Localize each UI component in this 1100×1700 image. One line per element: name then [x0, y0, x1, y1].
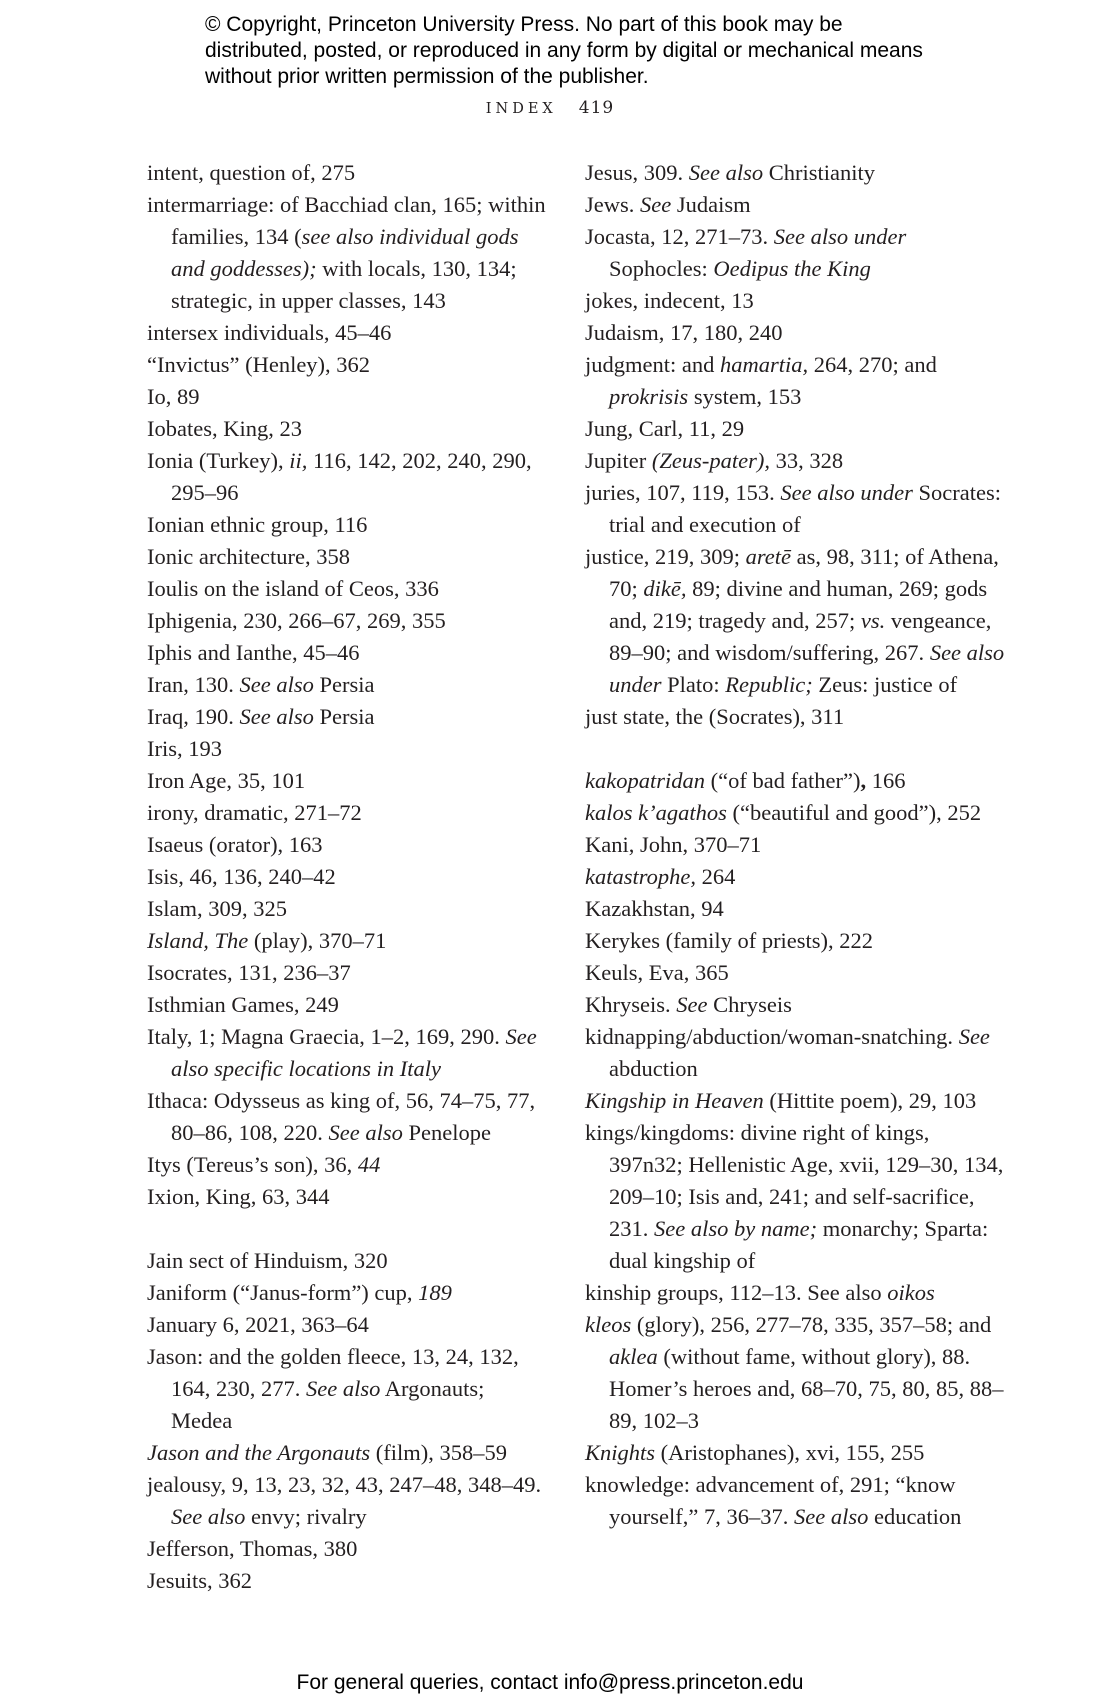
running-head — [0, 98, 1100, 118]
index-entry: Iris, 193 — [147, 736, 222, 761]
index-entry: Iphis and Ianthe, 45–46 — [147, 640, 360, 665]
index-entry: Io, 89 — [147, 384, 200, 409]
index-entry: Italy, 1; Magna Graecia, 1–2, 169, 290. See also specific locations in Italy — [147, 1024, 537, 1081]
index-entry: Iobates, King, 23 — [147, 416, 302, 441]
index-entry: Itys (Tereus’s son), 36, 44 — [147, 1152, 381, 1177]
index-entry: Ioulis on the island of Ceos, 336 — [147, 576, 439, 601]
index-entry: Iran, 130. See also Persia — [147, 672, 375, 697]
index-entry: Knights (Aristophanes), xvi, 155, 255 — [585, 1440, 925, 1465]
index-entry: jokes, indecent, 13 — [585, 288, 754, 313]
letter-group-gap — [147, 1213, 547, 1245]
index-entry: juries, 107, 119, 153. See also under Socrates: trial and execution of — [585, 480, 1001, 537]
index-column-right — [585, 157, 1005, 1533]
index-entry: Ionian ethnic group, 116 — [147, 512, 368, 537]
index-entry: Jain sect of Hinduism, 320 — [147, 1248, 388, 1273]
index-entry: Jews. See Judaism — [585, 192, 751, 217]
index-entry: Ithaca: Odysseus as king of, 56, 74–75, 77, 80–86, 108, 220. See also Penelope — [147, 1088, 536, 1145]
index-entry: justice, 219, 309; aretē as, 98, 311; of Athena, 70; dikē, 89; divine and human, 269; gods and, 219; tragedy and, 257; vs. vengeance, 89–90; and wisdom/suffering, 267. See also under Plato: Republic; Zeus: justice of — [585, 544, 1005, 697]
letter-group-gap — [585, 733, 1005, 765]
index-entry: intermarriage: of Bacchiad clan, 165; within families, 134 (see also individual gods and goddesses); with locals, 130, 134; strategic, in upper classes, 143 — [147, 192, 546, 313]
index-entry: Jason: and the golden fleece, 13, 24, 132, 164, 230, 277. See also Argonauts; Medea — [147, 1344, 519, 1433]
index-entry: knowledge: advancement of, 291; “know yourself,” 7, 36–37. See also education — [585, 1472, 962, 1529]
index-entry: Jupiter (Zeus-pater), 33, 328 — [585, 448, 844, 473]
index-entry: “Invictus” (Henley), 362 — [147, 352, 371, 377]
index-entry: Jefferson, Thomas, 380 — [147, 1536, 358, 1561]
page-number: 419 — [578, 98, 615, 118]
index-entry: Kazakhstan, 94 — [585, 896, 724, 921]
index-entry: Iphigenia, 230, 266–67, 269, 355 — [147, 608, 446, 633]
index-entry: Jason and the Argonauts (film), 358–59 — [147, 1440, 507, 1465]
index-entry: Iron Age, 35, 101 — [147, 768, 306, 793]
index-entry: Isocrates, 131, 236–37 — [147, 960, 351, 985]
index-entry: Jung, Carl, 11, 29 — [585, 416, 745, 441]
index-entry: katastrophe, 264 — [585, 864, 736, 889]
index-entry: kidnapping/abduction/woman-snatching. See abduction — [585, 1024, 990, 1081]
index-entry: jealousy, 9, 13, 23, 32, 43, 247–48, 348–49. See also envy; rivalry — [147, 1472, 542, 1529]
index-entry: Isaeus (orator), 163 — [147, 832, 323, 857]
index-entry: Jocasta, 12, 271–73. See also under Sophocles: Oedipus the King — [585, 224, 907, 281]
index-entry: Island, The (play), 370–71 — [147, 928, 387, 953]
index-entry: judgment: and hamartia, 264, 270; and prokrisis system, 153 — [585, 352, 937, 409]
index-entry: Kani, John, 370–71 — [585, 832, 762, 857]
index-entry: Ionic architecture, 358 — [147, 544, 351, 569]
index-entry: kinship groups, 112–13. See also oikos — [585, 1280, 935, 1305]
index-entry: Judaism, 17, 180, 240 — [585, 320, 783, 345]
index-entry: Kingship in Heaven (Hittite poem), 29, 103 — [585, 1088, 977, 1113]
index-entry: Isis, 46, 136, 240–42 — [147, 864, 336, 889]
index-entry: just state, the (Socrates), 311 — [585, 704, 845, 729]
index-entry: Kerykes (family of priests), 222 — [585, 928, 874, 953]
index-entry: Ixion, King, 63, 344 — [147, 1184, 330, 1209]
running-head-title: INDEX — [485, 101, 557, 117]
index-entry: Jesus, 309. See also Christianity — [585, 160, 875, 185]
index-entry: Iraq, 190. See also Persia — [147, 704, 375, 729]
index-entry: intent, question of, 275 — [147, 160, 356, 185]
index-entry: intersex individuals, 45–46 — [147, 320, 392, 345]
index-entry: kakopatridan (“of bad father”), 166 — [585, 768, 906, 793]
copyright-notice: © Copyright, Princeton University Press. No part of this book may be distributed, posted, or reproduced in any form by digital or mechanical means without prior written permission of the publisher. — [205, 13, 923, 88]
index-column-left — [147, 157, 547, 1597]
index-entry: irony, dramatic, 271–72 — [147, 800, 362, 825]
index-entry: Jesuits, 362 — [147, 1568, 253, 1593]
index-entry: Isthmian Games, 249 — [147, 992, 339, 1017]
footer-contact: For general queries, contact info@press.princeton.edu — [296, 1671, 804, 1694]
index-entry: Ionia (Turkey), ii, 116, 142, 202, 240, 290, 295–96 — [147, 448, 532, 505]
index-entry: kalos k’agathos (“beautiful and good”), 252 — [585, 800, 982, 825]
index-entry: kleos (glory), 256, 277–78, 335, 357–58; and aklea (without fame, without glory), 88. Homer’s heroes and, 68–70, 75, 80, 85, 88–89, 102–3 — [585, 1312, 1004, 1433]
index-entry: kings/kingdoms: divine right of kings, 397n32; Hellenistic Age, xvii, 129–30, 134, 209–10; Isis and, 241; and self-sacrifice, 231. See also by name; monarchy; Sparta: dual kingship of — [585, 1120, 1004, 1273]
index-entry: Keuls, Eva, 365 — [585, 960, 729, 985]
index-entry: Khryseis. See Chryseis — [585, 992, 792, 1017]
index-entry: Janiform (“Janus-form”) cup, 189 — [147, 1280, 452, 1305]
index-entry: Islam, 309, 325 — [147, 896, 287, 921]
index-entry: January 6, 2021, 363–64 — [147, 1312, 369, 1337]
